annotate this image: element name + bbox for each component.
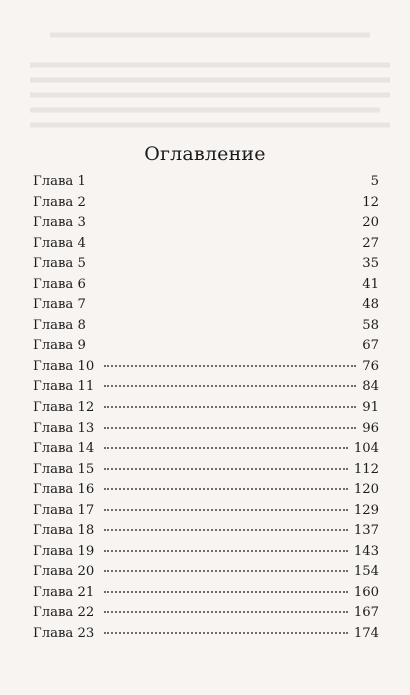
- toc-entry-label: Глава 11: [33, 379, 95, 395]
- toc-entry-page-number: 143: [353, 543, 379, 559]
- toc-entry-label: Глава 20: [33, 564, 95, 580]
- toc-entry: [33, 195, 379, 216]
- toc-dot-leader: [104, 591, 348, 593]
- toc-dot-leader: [104, 427, 356, 429]
- toc-dot-leader: [104, 447, 348, 449]
- toc-entry-page-number: 76: [362, 358, 379, 374]
- toc-entry-label: Глава 1: [33, 174, 86, 189]
- toc-dot-leader: [104, 365, 356, 367]
- show-through-texture: [20, 10, 400, 140]
- toc-entry-label: Глава 5: [33, 256, 86, 272]
- toc-entry: [33, 297, 379, 318]
- toc-entry-page-number: 112: [353, 461, 379, 477]
- toc-entry-page-number: 129: [353, 502, 379, 518]
- toc-entry-page-number: 67: [362, 338, 379, 354]
- toc-dot-leader: [104, 529, 348, 531]
- toc-entry-page-number: 91: [362, 400, 379, 416]
- toc-entry-page-number: 154: [353, 564, 379, 580]
- toc-dot-leader: [96, 303, 356, 305]
- toc-dot-leader: [104, 550, 348, 552]
- toc-entry: [33, 400, 379, 421]
- toc-entry-label: Глава 17: [33, 502, 95, 518]
- toc-entry-label: Глава 7: [33, 297, 86, 313]
- toc-entry-page-number: 48: [362, 297, 379, 313]
- toc-entry: [33, 441, 379, 462]
- toc-dot-leader: [96, 344, 356, 346]
- toc-entry: [33, 523, 379, 544]
- toc-entry-label: Глава 23: [33, 626, 95, 642]
- toc-entry-label: Глава 8: [33, 317, 86, 333]
- toc-entry-label: Глава 10: [33, 358, 95, 374]
- toc-entry: [33, 359, 379, 380]
- toc-entry-page-number: 5: [370, 174, 379, 189]
- toc-entry: [33, 564, 379, 585]
- toc-dot-leader: [104, 509, 348, 511]
- toc-dot-leader: [104, 611, 348, 613]
- toc-entry-label: Глава 3: [33, 215, 86, 231]
- toc-entry-label: Глава 21: [33, 584, 95, 600]
- toc-entry-page-number: 167: [353, 605, 379, 621]
- toc-dot-leader: [104, 385, 356, 387]
- toc-dot-leader: [96, 221, 356, 223]
- toc-entry-label: Глава 9: [33, 338, 86, 354]
- toc-entry-label: Глава 18: [33, 523, 95, 539]
- toc-dot-leader: [104, 468, 348, 470]
- toc-dot-leader: [96, 242, 356, 244]
- toc-entry-label: Глава 13: [33, 420, 95, 436]
- toc-entry-page-number: 96: [362, 420, 379, 436]
- toc-entry-page-number: 35: [362, 256, 379, 272]
- toc-entry: [33, 215, 379, 236]
- toc-entry-page-number: 160: [353, 584, 379, 600]
- toc-entry-label: Глава 12: [33, 400, 95, 416]
- toc-entry: [33, 256, 379, 277]
- toc-dot-leader: [96, 324, 356, 326]
- toc-entry-page-number: 58: [362, 317, 379, 333]
- toc-entry: [33, 503, 379, 524]
- toc-dot-leader: [96, 201, 356, 203]
- toc-dot-leader: [104, 632, 348, 634]
- toc-dot-leader: [96, 180, 365, 182]
- toc-entry: [33, 462, 379, 483]
- toc-entry-label: Глава 14: [33, 441, 95, 457]
- toc-entry: [33, 338, 379, 359]
- toc-entry-label: Глава 19: [33, 543, 95, 559]
- toc-dot-leader: [96, 283, 356, 285]
- toc-entry-label: Глава 16: [33, 482, 95, 498]
- toc-entry-label: Глава 2: [33, 194, 86, 210]
- toc-dot-leader: [96, 262, 356, 264]
- toc-entry-page-number: 12: [362, 194, 379, 210]
- toc-entry: [33, 318, 379, 339]
- toc-entry: [33, 482, 379, 503]
- toc-list: [33, 174, 379, 647]
- toc-entry-page-number: 27: [362, 235, 379, 251]
- toc-entry: [33, 236, 379, 257]
- toc-entry: [33, 379, 379, 400]
- toc-entry: [33, 421, 379, 442]
- toc-entry-page-number: 137: [353, 523, 379, 539]
- toc-entry-page-number: 104: [353, 441, 379, 457]
- toc-dot-leader: [104, 406, 356, 408]
- toc-entry-page-number: 41: [362, 276, 379, 292]
- toc-entry: [33, 626, 379, 647]
- toc-title: Оглавление: [144, 143, 266, 165]
- toc-entry-label: Глава 22: [33, 605, 95, 621]
- toc-dot-leader: [104, 488, 348, 490]
- toc-entry-page-number: 84: [362, 379, 379, 395]
- toc-entry: [33, 585, 379, 606]
- toc-entry: [33, 605, 379, 626]
- toc-entry-page-number: 20: [362, 215, 379, 231]
- toc-entry-label: Глава 15: [33, 461, 95, 477]
- toc-entry: [33, 174, 379, 195]
- toc-entry-label: Глава 6: [33, 276, 86, 292]
- toc-entry: [33, 277, 379, 298]
- toc-dot-leader: [104, 570, 348, 572]
- toc-entry-page-number: 174: [353, 626, 379, 642]
- toc-entry: [33, 544, 379, 565]
- toc-entry-page-number: 120: [353, 482, 379, 498]
- toc-entry-label: Глава 4: [33, 235, 86, 251]
